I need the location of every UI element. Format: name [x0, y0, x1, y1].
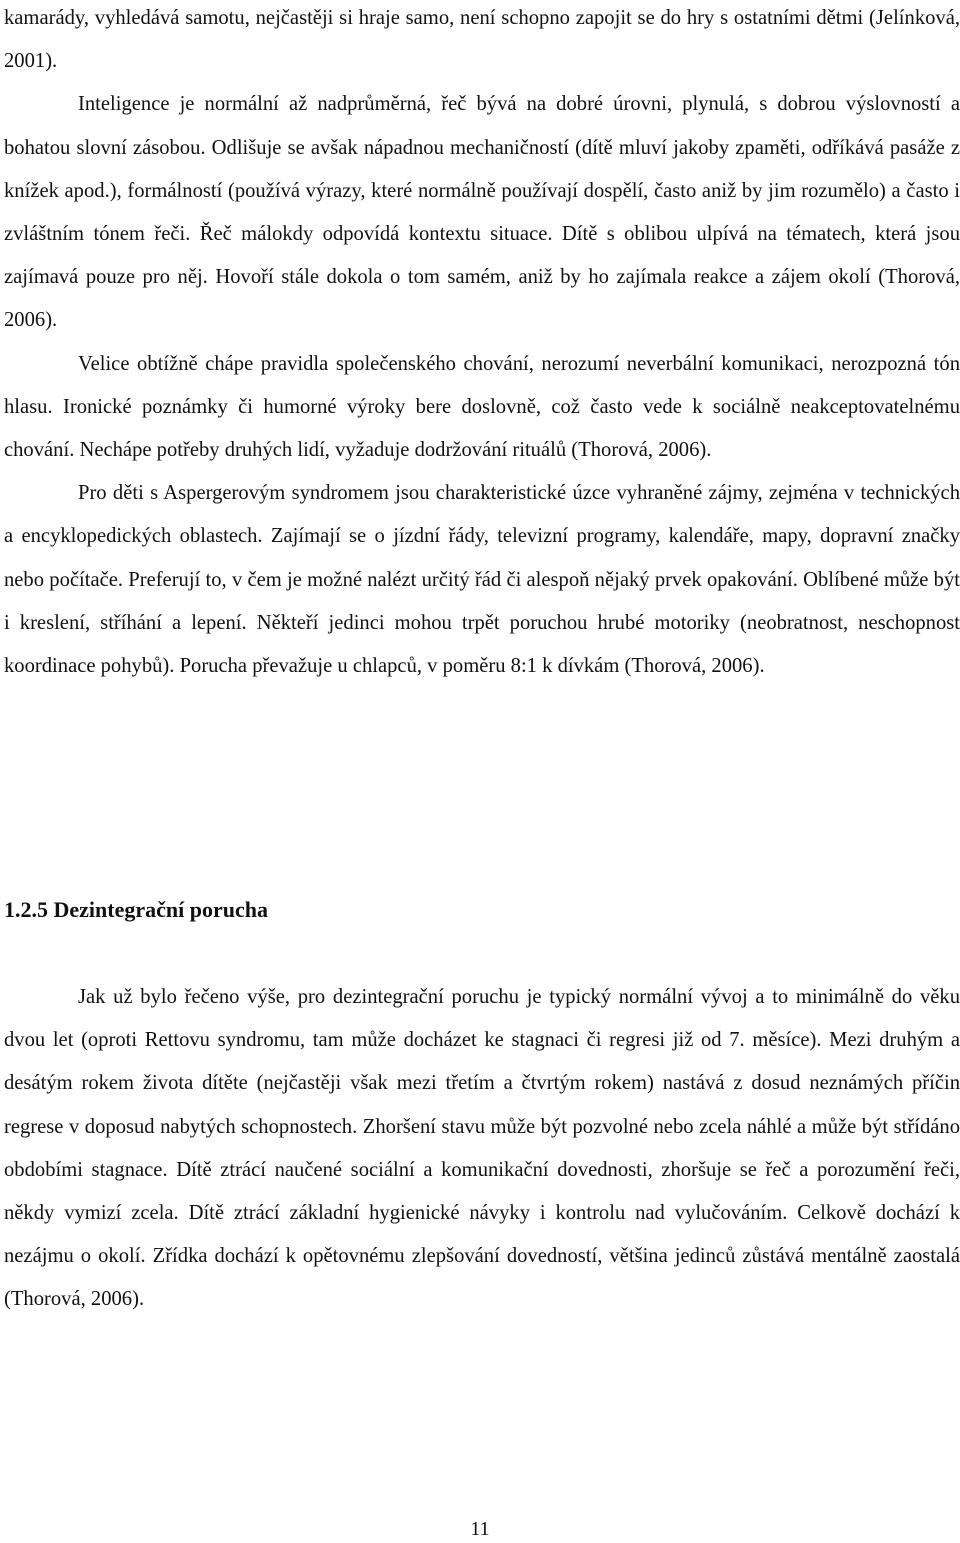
paragraph-interests: Pro děti s Aspergerovým syndromem jsou charakteristické úzce vyhraněné zájmy, zejména v technických a encyklopedických oblastech. Zajímají se o jízdní řády, televizní programy, kalendáře, mapy, dopravní značky nebo počítače. Preferují to, v čem je možné nalézt určitý řád či alespoň nějaký prvek opakování. Oblíbené může být i kreslení, stříhání a lepení. Někteří jedinci mohou trpět poruchou hrubé motoriky (neobratnost, neschopnost koordinace pohybů). Porucha převažuje u chlapců, v poměru 8:1 k dívkám (Thorová, 2006). — [4, 482, 960, 678]
section-heading: 1.2.5 Dezintegrační porucha — [4, 897, 268, 922]
paragraph-continuation: kamarády, vyhledává samotu, nejčastěji si hraje samo, není schopno zapojit se do hry s ostatními dětmi (Jelínková, 2001). — [4, 7, 960, 73]
paragraph-intelligence: Inteligence je normální až nadprůměrná, řeč bývá na dobré úrovni, plynulá, s dobrou výslovností a bohatou slovní zásobou. Odlišuje se avšak nápadnou mechaničností (dítě mluví jakoby zpaměti, odříkává pasáže z knížek apod.), formálností (používá výrazy, které normálně používají dospělí, často aniž by jim rozumělo) a často i zvláštním tónem řeči. Řeč málokdy odpovídá kontextu situace. Dítě s oblibou ulpívá na tématech, která jsou zajímavá pouze pro něj. Hovoří stále dokola o tom samém, aniž by ho zajímala reakce a zájem okolí (Thorová, 2006). — [4, 93, 960, 332]
paragraph-disintegration: Jak už bylo řečeno výše, pro dezintegrační poruchu je typický normální vývoj a to minimálně do věku dvou let (oproti Rettovu syndromu, tam může docházet ke stagnaci či regresi již od 7. měsíce). Mezi druhým a desátým rokem života dítěte (nejčastěji však mezi třetím a čtvrtým rokem) nastává z dosud neznámých příčin regrese v doposud nabytých schopnostech. Zhoršení stavu může být pozvolné nebo zcela náhlé a může být střídáno obdobími stagnace. Dítě ztrácí naučené sociální a komunikační dovednosti, zhoršuje se řeč a porozumění řeči, někdy vymizí zcela. Dítě ztrácí základní hygienické návyky i kontrolu nad vylučováním. Celkově dochází k nezájmu o okolí. Zřídka dochází k opětovnému zlepšování dovedností, většina jedinců zůstává mentálně zaostalá (Thorová, 2006). — [4, 986, 960, 1311]
body-text-top — [4, 0, 960, 688]
paragraph-social-behavior: Velice obtížně chápe pravidla společenského chování, nerozumí neverbální komunikaci, nerozpozná tón hlasu. Ironické poznámky či humorné výroky bere doslovně, což často vede k sociálně neakceptovatelnému chování. Nechápe potřeby druhých lidí, vyžaduje dodržování rituálů (Thorová, 2006). — [4, 352, 960, 462]
body-text-section — [4, 976, 960, 1322]
page-number: 11 — [470, 1518, 490, 1540]
